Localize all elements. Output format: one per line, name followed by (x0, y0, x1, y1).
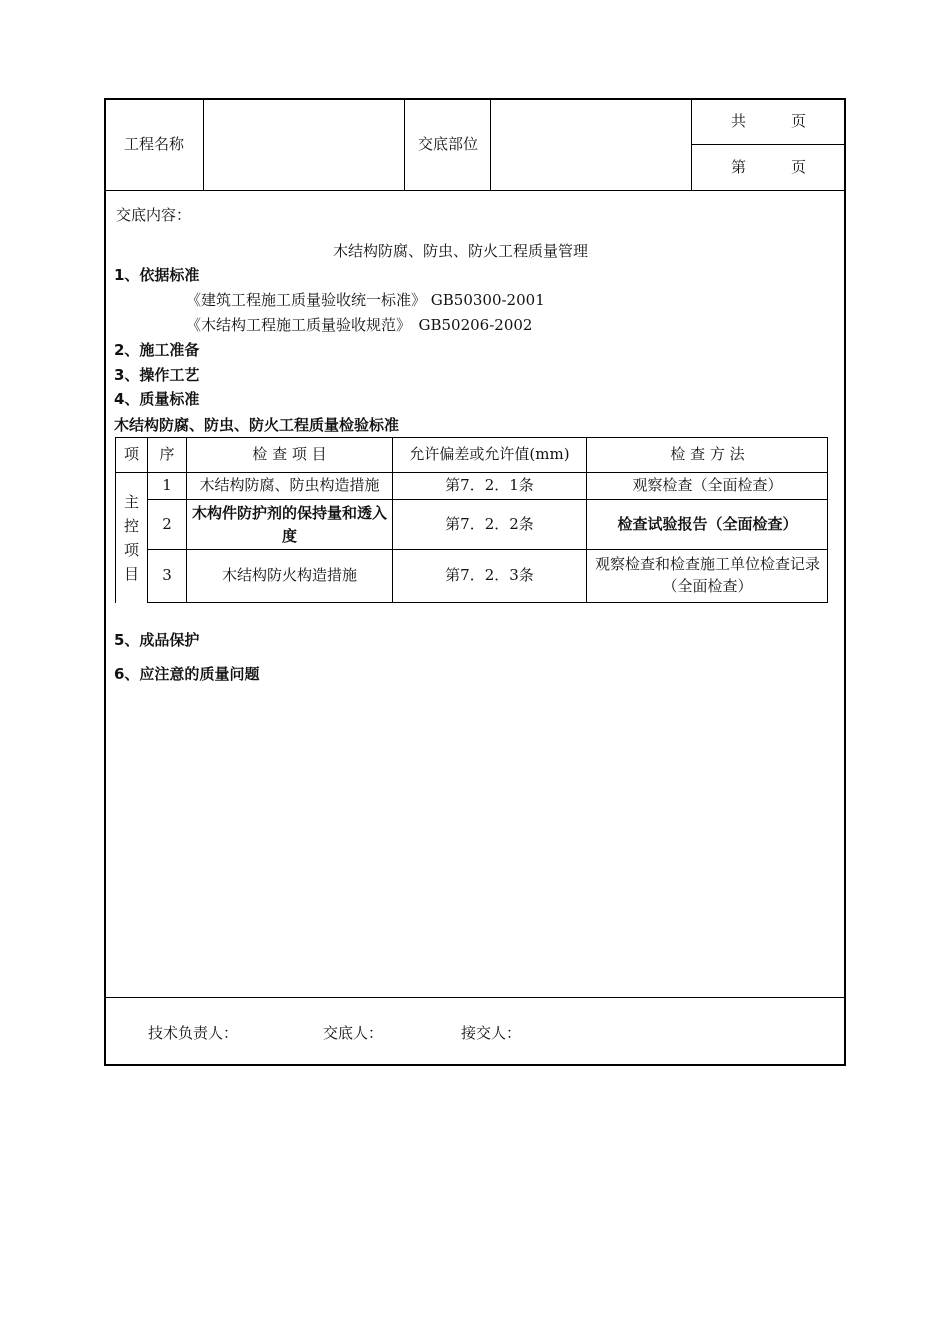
section-heading-4: 4、质量标准 (114, 390, 200, 408)
table-row-2-method: 检查试验报告（全面检查） (617, 514, 798, 533)
section-heading-1: 1、依据标准 (114, 266, 200, 284)
table-header-category: 项 (123, 445, 139, 464)
section-heading-3: 3、操作工艺 (114, 366, 200, 384)
project-name-label: 工程名称 (123, 135, 184, 154)
table-row-3-method: 观察检查和检查施工单位检查记录（全面检查） (594, 555, 820, 595)
table-row-3-item: 木结构防火构造措施 (221, 566, 357, 585)
table-header-method: 检 查 方 法 (670, 445, 745, 464)
table-bottom-edge (147, 602, 828, 603)
total-pages: 共 页 (730, 112, 806, 131)
group-char-2: 控 (123, 516, 139, 535)
table-header-seq: 序 (159, 445, 175, 464)
table-row-1-no: 1 (162, 476, 172, 495)
table-row-2-value: 第7．2．2条 (445, 514, 534, 533)
table-title: 木结构防腐、防虫、防火工程质量检验标准 (114, 416, 400, 434)
table-row-2-no: 2 (162, 514, 172, 533)
table-header-item: 检 查 项 目 (252, 445, 327, 464)
group-char-4: 目 (123, 564, 139, 583)
footer-top-line (105, 997, 845, 998)
position-value[interactable] (491, 99, 691, 191)
section-heading-2: 2、施工准备 (114, 341, 200, 359)
table-row-1-item: 木结构防腐、防虫构造措施 (199, 476, 380, 495)
table-row-3-no: 3 (162, 566, 172, 585)
document-title: 木结构防腐、防虫、防火工程质量管理 (333, 242, 589, 260)
group-char-1: 主 (123, 492, 139, 511)
tech-lead-signature[interactable]: 技术负责人： (148, 1024, 239, 1042)
page-number: 第 页 (730, 158, 806, 177)
group-char-3: 项 (123, 540, 139, 559)
position-label: 交底部位 (417, 135, 478, 154)
section-heading-5: 5、成品保护 (114, 631, 200, 649)
receiver-signature[interactable]: 接交人： (461, 1024, 522, 1042)
content-label: 交底内容： (116, 206, 192, 224)
table-row-1-value: 第7．2．1条 (445, 476, 534, 495)
standard-1: 《建筑工程施工质量验收统一标准》 GB50300-2001 (186, 291, 545, 309)
table-row-3-value: 第7．2．3条 (445, 566, 534, 585)
section-heading-6: 6、应注意的质量问题 (114, 665, 260, 683)
table-row-2-item: 木构件防护剂的保持量和透入度 (191, 504, 387, 545)
project-name-value[interactable] (204, 99, 404, 191)
discloser-signature[interactable]: 交底人： (323, 1024, 384, 1042)
table-row-1-method: 观察检查（全面检查） (632, 476, 783, 495)
main-control-group-label (116, 473, 147, 602)
standard-2: 《木结构工程施工质量验收规范》 GB50206-2002 (186, 316, 533, 334)
table-header-tolerance: 允许偏差或允许值(mm) (409, 445, 570, 464)
